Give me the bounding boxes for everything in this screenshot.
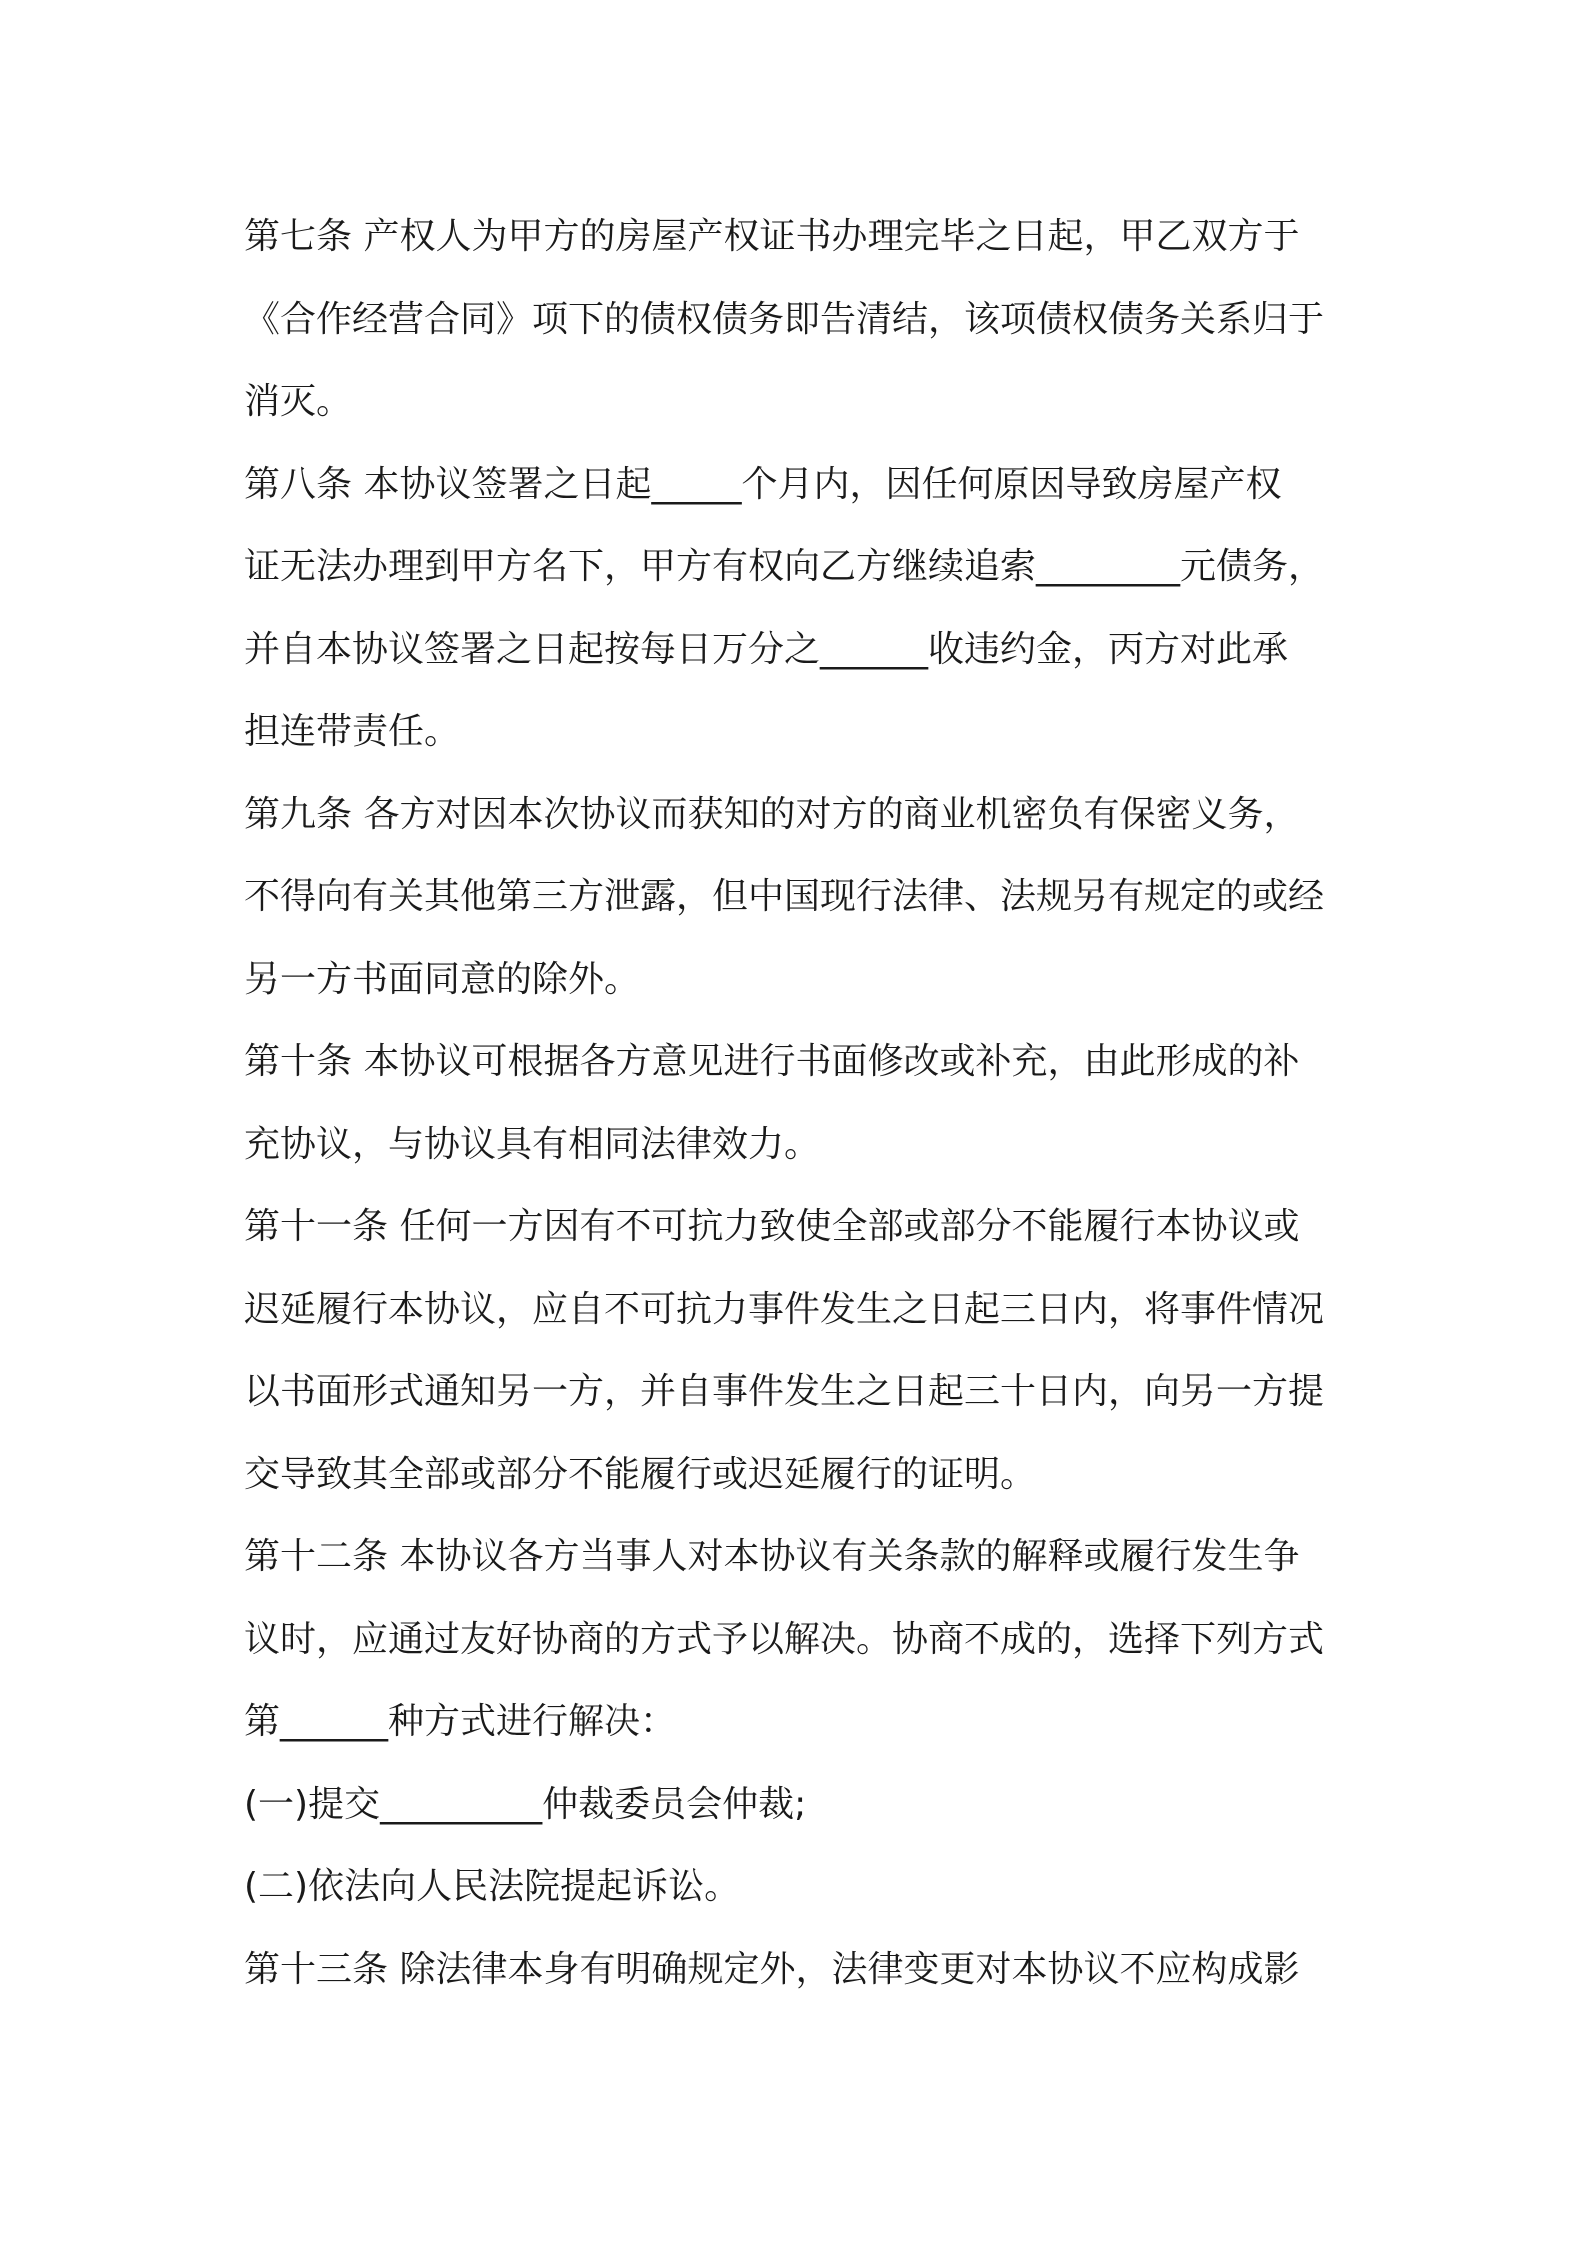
text-line-article-7: 第七条 产权人为甲方的房屋产权证书办理完毕之日起，甲乙双方于 <box>244 216 1300 257</box>
text-line-article-11: 第十一条 任何一方因有不可抗力致使全部或部分不能履行本协议或 <box>244 1206 1300 1247</box>
document-body <box>244 196 1364 2011</box>
text-line: 《合作经营合同》项下的债权债务即告清结，该项债权债务关系归于 <box>244 298 1325 340</box>
text-line-article-12: 第十二条 本协议各方当事人对本协议有关条款的解释或履行发生争 <box>244 1536 1300 1577</box>
text-line: 另一方书面同意的除外。 <box>244 958 641 1000</box>
text-line: 不得向有关其他第三方泄露，但中国现行法律、法规另有规定的或经 <box>244 876 1325 917</box>
text-line: 以书面形式通知另一方，并自事件发生之日起三十日内，向另一方提 <box>244 1371 1325 1412</box>
text-line: 消灭。 <box>244 381 353 422</box>
list-item-option-2: (二)依法向人民法院提起诉讼。 <box>244 1866 741 1907</box>
text-line-article-10: 第十条 本协议可根据各方意见进行书面修改或补充，由此形成的补 <box>244 1041 1300 1082</box>
text-line: 充协议，与协议具有相同法律效力。 <box>244 1123 821 1165</box>
text-line: 迟延履行本协议，应自不可抗力事件发生之日起三日内，将事件情况 <box>244 1288 1325 1330</box>
text-line: 第______种方式进行解决： <box>244 1701 677 1742</box>
text-line: 交导致其全部或部分不能履行或迟延履行的证明。 <box>244 1453 1037 1495</box>
text-line: 议时，应通过友好协商的方式予以解决。协商不成的，选择下列方式 <box>244 1618 1325 1660</box>
list-item-option-1: (一)提交_________仲裁委员会仲裁; <box>244 1783 807 1825</box>
text-line: 证无法办理到甲方名下，甲方有权向乙方继续追索________元债务， <box>244 546 1325 587</box>
text-line: 并自本协议签署之日起按每日万分之______收违约金，丙方对此承 <box>244 628 1289 670</box>
text-line-article-8: 第八条 本协议签署之日起_____个月内，因任何原因导致房屋产权 <box>244 463 1282 505</box>
text-line: 担连带责任。 <box>244 711 461 752</box>
text-line-article-9: 第九条 各方对因本次协议而获知的对方的商业机密负有保密义务， <box>244 793 1300 835</box>
text-line-article-13: 第十三条 除法律本身有明确规定外，法律变更对本协议不应构成影 <box>244 1948 1300 1990</box>
